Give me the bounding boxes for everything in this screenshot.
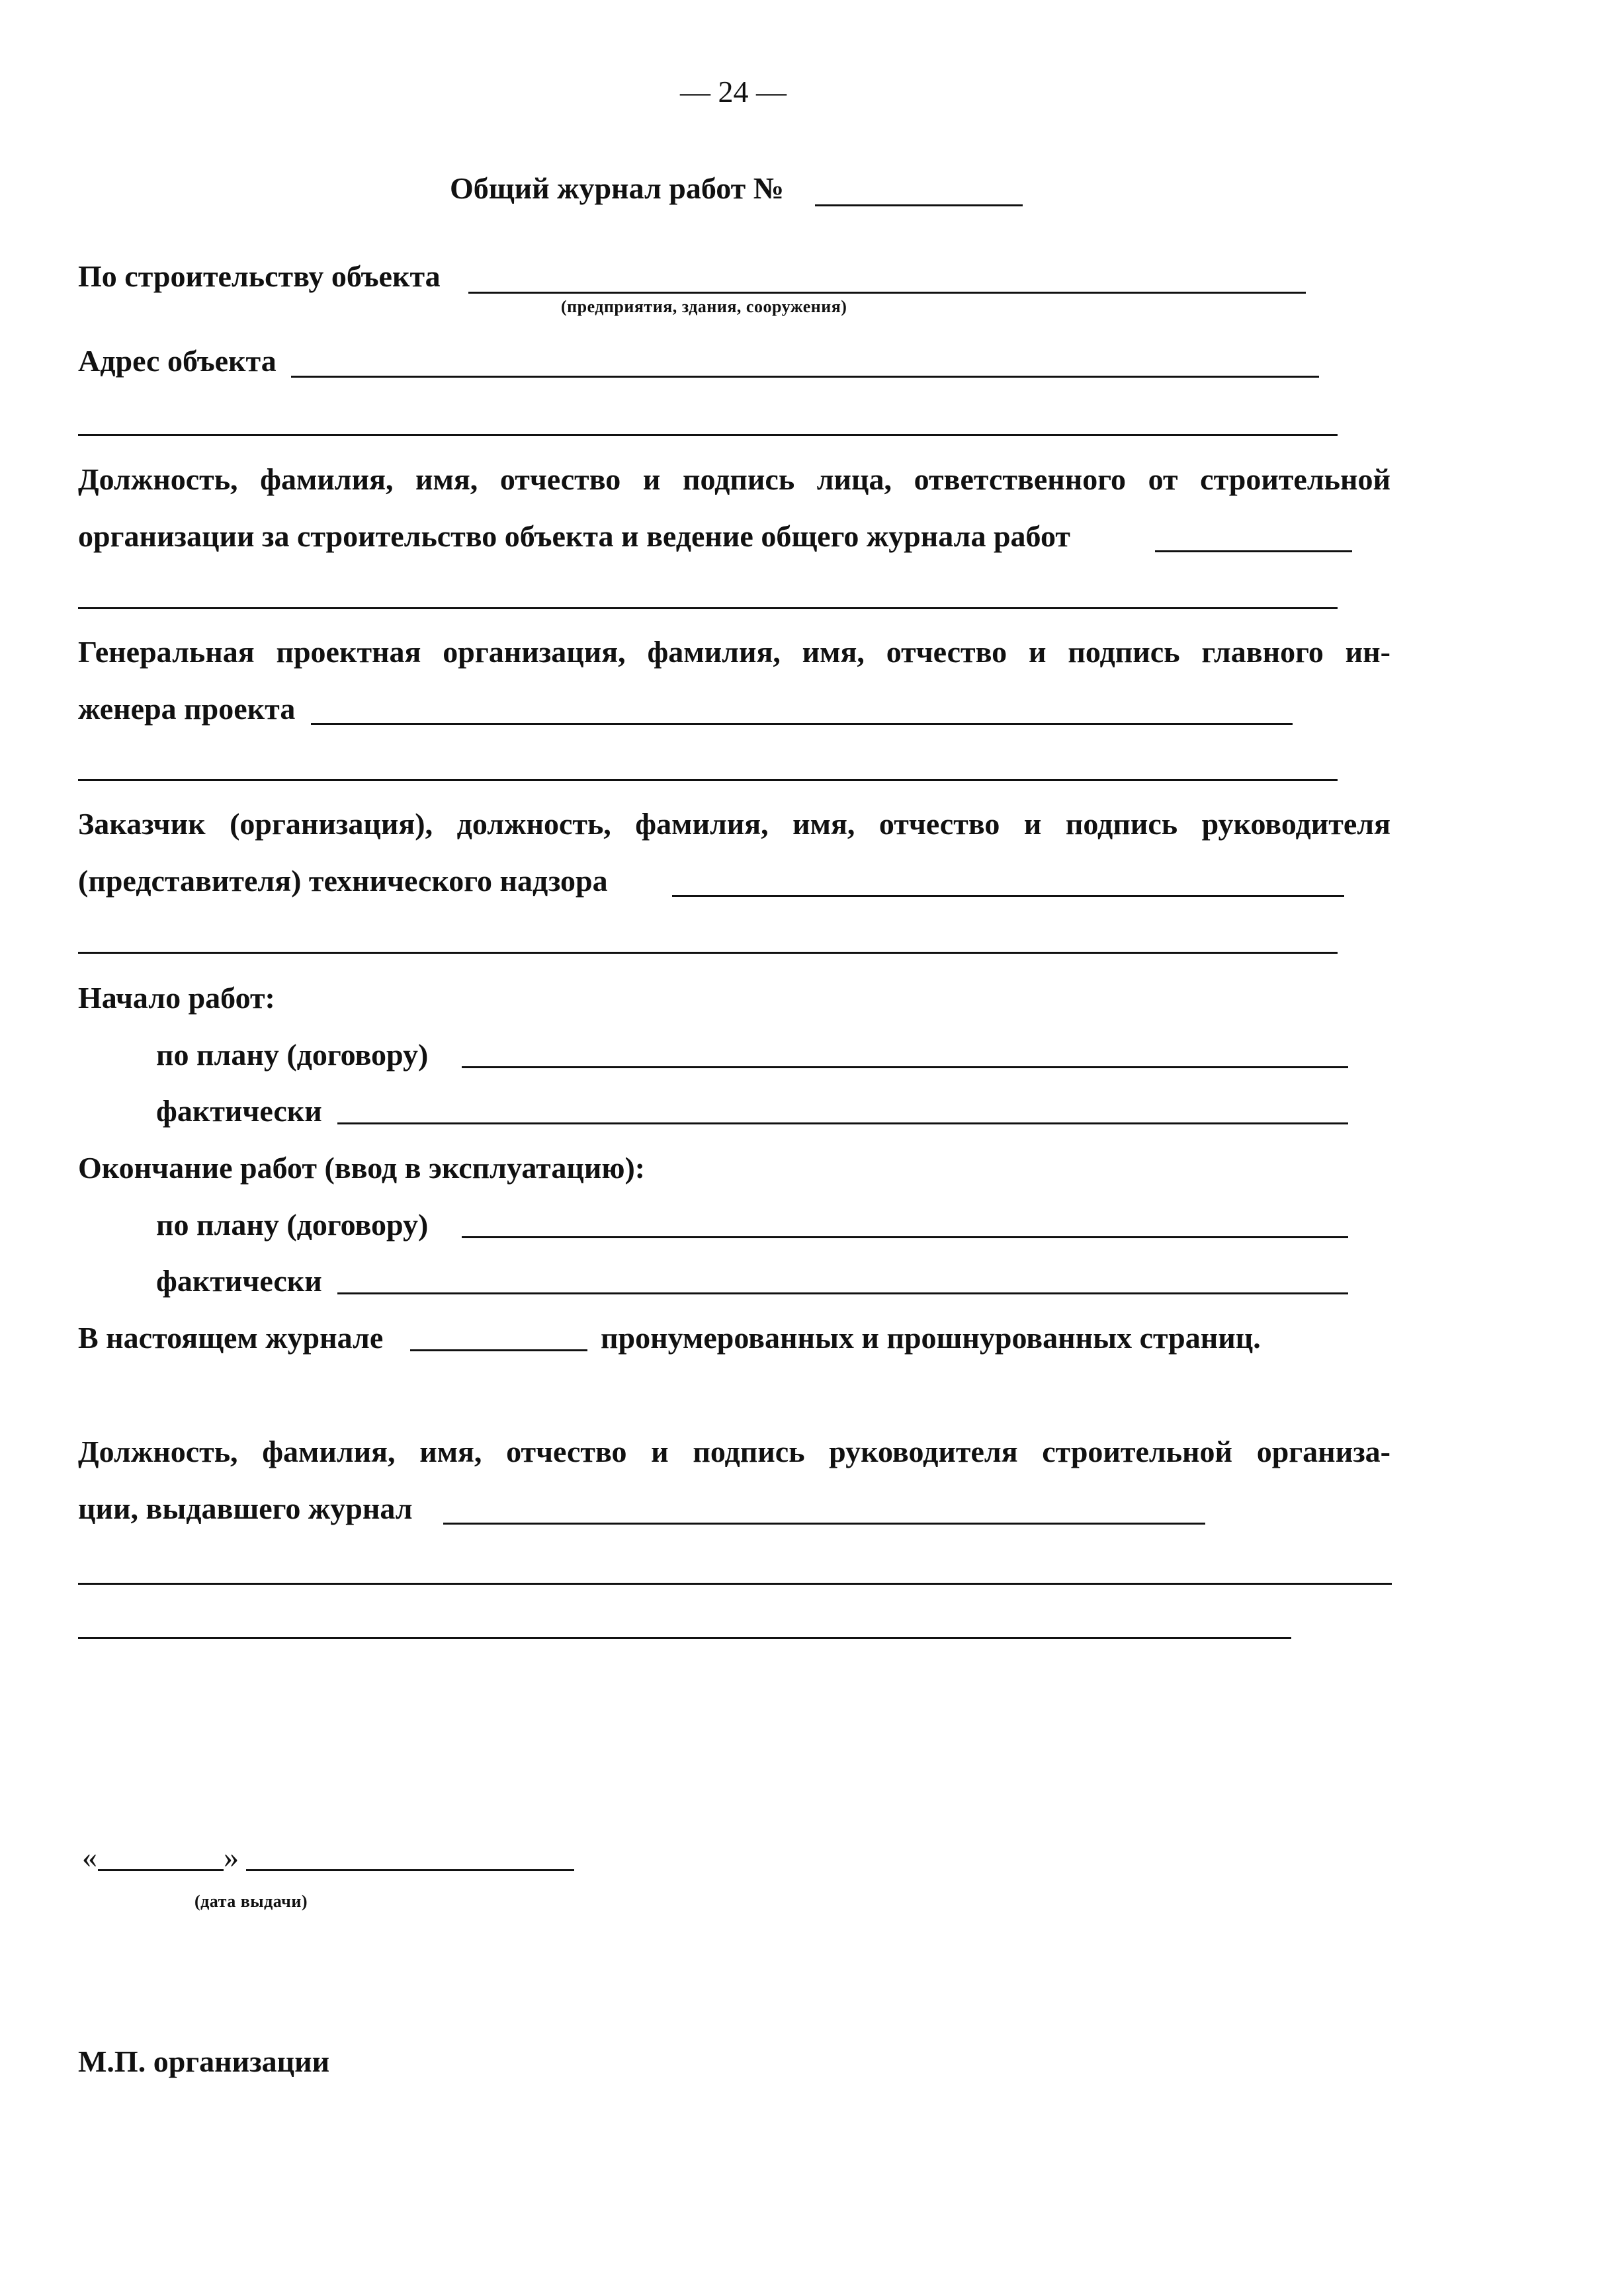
address-field-line-2[interactable] [78,434,1338,436]
general-design-label-line-2: женера проекта [78,692,296,726]
address-label: Адрес объекта [78,344,277,378]
page-number: — 24 — [680,75,787,108]
issuer-field-line-2[interactable] [78,1583,1392,1585]
pages-label-after: пронумерованных и прошнурованных страниц. [601,1321,1261,1355]
journal-title: Общий журнал работ № [450,171,784,205]
start-planned-label: по плану (договору) [156,1038,429,1072]
date-day-field[interactable] [98,1869,224,1871]
finish-actual-field[interactable] [337,1292,1348,1294]
start-planned-field[interactable] [462,1066,1348,1068]
responsible-field-line-2[interactable] [78,607,1338,609]
customer-label-line-1: Заказчик (организация), должность, фамилия, имя, отчество и подпись руководителя [78,807,1390,841]
issuer-label-line-1: Должность, фамилия, имя, отчество и подпись руководителя строительной организа- [78,1435,1390,1468]
responsible-label-line-1: Должность, фамилия, имя, отчество и подпись лица, ответственного от строительной [78,462,1390,496]
journal-number-field[interactable] [815,204,1023,206]
pages-count-field[interactable] [410,1349,587,1351]
address-field[interactable] [291,376,1319,378]
finish-actual-label: фактически [156,1264,322,1298]
general-design-field-line-2[interactable] [78,779,1338,781]
issuer-label-line-2: ции, выдавшего журнал [78,1492,413,1525]
general-design-field[interactable] [311,723,1293,725]
object-field[interactable] [468,292,1306,294]
date-open-quote: « [82,1840,97,1874]
start-actual-field[interactable] [337,1122,1348,1124]
customer-field-line-2[interactable] [78,952,1338,954]
pages-label-before: В настоящем журнале [78,1321,384,1355]
date-close-quote: » [224,1840,239,1874]
date-caption: (дата выдачи) [194,1892,308,1911]
customer-field[interactable] [672,895,1344,897]
finish-planned-label: по плану (договору) [156,1208,429,1241]
start-label: Начало работ: [78,981,275,1015]
object-label: По строительству объекта [78,259,441,293]
responsible-label-line-2: организации за строительство объекта и ведение общего журнала работ [78,519,1070,553]
date-month-year-field[interactable] [246,1869,574,1871]
general-design-label-line-1: Генеральная проектная организация, фамилия, имя, отчество и подпись главного ин- [78,635,1390,669]
stamp-label: М.П. организации [78,2044,330,2078]
object-caption: (предприятия, здания, сооружения) [561,297,847,316]
responsible-field[interactable] [1155,550,1352,552]
start-actual-label: фактически [156,1094,322,1128]
issuer-field-line-3[interactable] [78,1637,1291,1639]
customer-label-line-2: (представителя) технического надзора [78,864,608,898]
issuer-field[interactable] [443,1523,1205,1525]
finish-label: Окончание работ (ввод в эксплуатацию): [78,1151,646,1185]
finish-planned-field[interactable] [462,1236,1348,1238]
